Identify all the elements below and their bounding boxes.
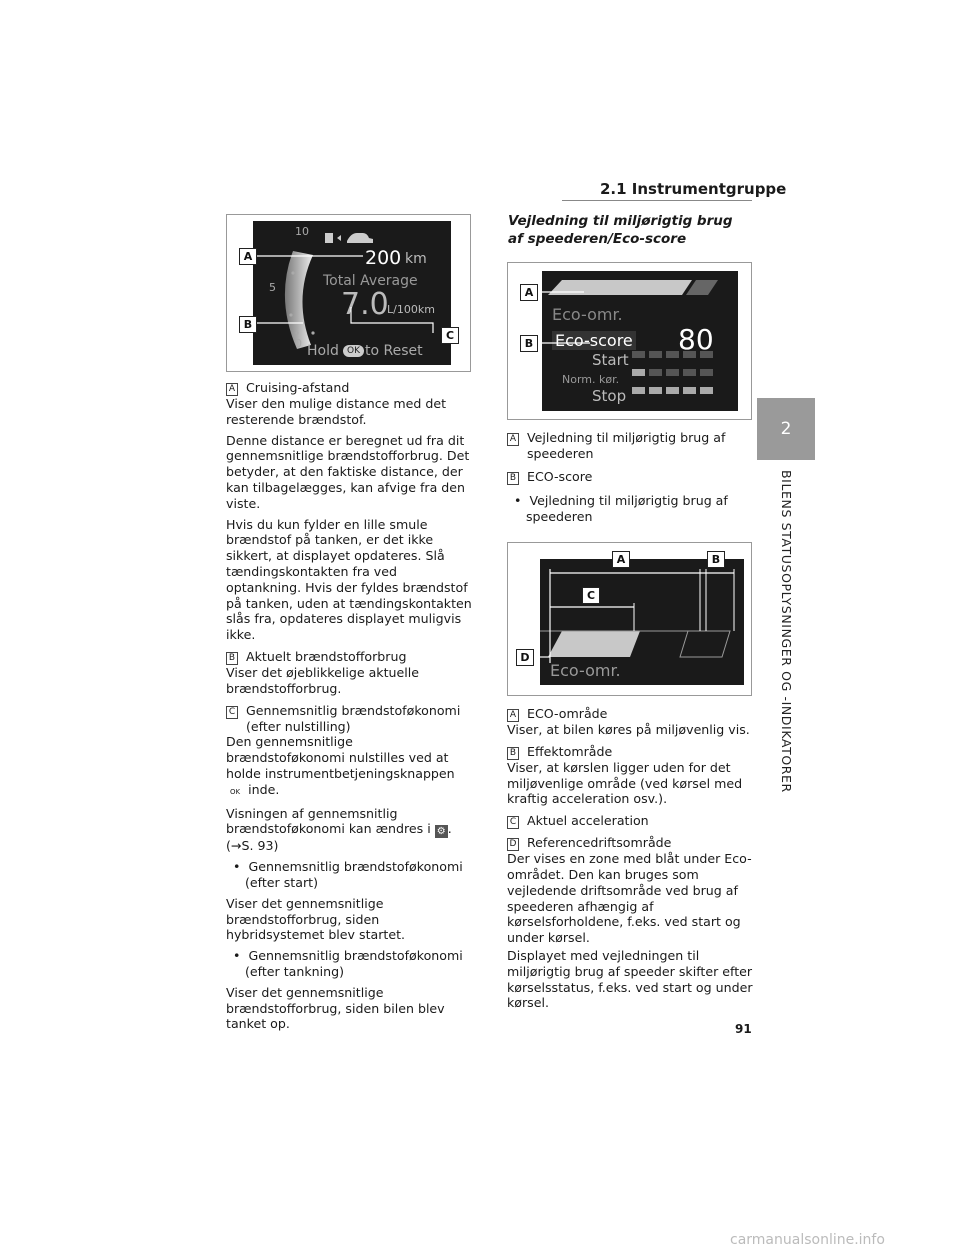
item-a-title-row bbox=[507, 430, 755, 462]
paragraph: Denne distance er beregnet ud fra dit gennemsnitlige brændstofforbrug. Det betyder, at den faktiske distance, der kan tilbagelægges, kan afvige fra den viste. bbox=[226, 432, 470, 511]
item-label: A bbox=[507, 433, 519, 446]
avg-value: 7.0 bbox=[341, 287, 389, 322]
item-label: A bbox=[507, 709, 519, 722]
paragraph: Viser det gennemsnitlige brændstofforbrug, siden hybridsystemet blev startet. bbox=[226, 895, 406, 943]
eco-omr-label: Eco-omr. bbox=[552, 305, 623, 324]
item-title: Referencedriftsområde bbox=[527, 835, 672, 851]
item-label: B bbox=[507, 747, 519, 760]
eco-omr-label: Eco-omr. bbox=[550, 661, 621, 680]
text: . bbox=[447, 821, 452, 837]
bullet-text: Gennemsnitlig brændstoføkonomi (efter tankning) bbox=[245, 948, 463, 979]
item-title: ECO-score bbox=[527, 468, 593, 484]
item-title: ECO-område bbox=[527, 706, 608, 721]
paragraph: Viser, at bilen køres på miljøvenlig vis. bbox=[507, 722, 750, 737]
item-title: Aktuel acceleration bbox=[527, 813, 649, 829]
chapter-title: BILENS STATUSOPLYSNINGER OG -INDIKATORER bbox=[779, 470, 794, 793]
item-b-title-row bbox=[507, 744, 755, 760]
paragraph: Displayet med vejledningen til miljørigtig brug af speeder skifter efter kørselsstatus, f.eks. ved start og under kørsel. bbox=[507, 947, 753, 1011]
item-b-title-row bbox=[226, 649, 474, 665]
fig2-callout-b: B bbox=[520, 335, 538, 352]
paragraph bbox=[226, 734, 474, 800]
item-label: B bbox=[226, 652, 238, 665]
paragraph: Hvis du kun fylder en lille smule brændstof på tanken, er det ikke sikkert, at displayet opdateres. Slå tændingskontakten fra ved optankning. Hvis der fyldes brændstof på tanken, uden at tændingskontakten slås fra, opdateres displayet muligvis ikke. bbox=[226, 516, 472, 643]
text: inde. bbox=[248, 781, 280, 797]
fig3-callout-c: C bbox=[582, 587, 600, 604]
paragraph: Viser det gennemsnitlige brændstofforbrug, siden bilen blev tanket op. bbox=[226, 984, 445, 1032]
page-number: 91 bbox=[735, 1022, 752, 1036]
ok-badge: OK bbox=[343, 345, 364, 357]
range-value: 200 bbox=[365, 247, 402, 269]
item-c-title-row bbox=[226, 703, 474, 735]
paragraph bbox=[226, 806, 474, 855]
hold-text: Hold bbox=[307, 343, 339, 359]
item-c-title-row bbox=[507, 813, 755, 829]
item-title: Effektområde bbox=[527, 743, 613, 759]
section-header: 2.1 Instrumentgruppe bbox=[600, 180, 787, 198]
paragraph: Viser den mulige distance med det resterende brændstof. bbox=[226, 396, 447, 427]
page-reference: (→S. 93) bbox=[226, 838, 279, 854]
stop-label: Stop bbox=[592, 387, 627, 405]
start-label: Start bbox=[592, 351, 629, 369]
bullet-text: Gennemsnitlig brændstoføkonomi (efter start) bbox=[245, 859, 463, 890]
item-label: C bbox=[507, 816, 519, 829]
item-title: Gennemsnitlig brændstoføkonomi (efter nulstilling) bbox=[246, 702, 461, 734]
fig3-callout-a: A bbox=[612, 551, 630, 568]
left-column bbox=[226, 380, 474, 1032]
bullet-item: • Gennemsnitlig brændstoføkonomi (efter start) bbox=[233, 859, 463, 890]
figure-fuel-display bbox=[226, 214, 471, 372]
item-title: Cruising-afstand bbox=[246, 380, 350, 395]
fig2-leader-lines bbox=[508, 263, 751, 419]
reset-text: to Reset bbox=[365, 343, 423, 359]
range-unit: km bbox=[405, 251, 427, 267]
eco-score-value: 80 bbox=[678, 323, 714, 356]
fig3-legend bbox=[507, 706, 755, 1011]
paragraph: Der vises en zone med blåt under Eco-området. Den kan bruges som vejledende driftsområde ved brug af speederen afhængig af kørselsforholdene, f.eks. ved start og under kørsel. bbox=[507, 851, 752, 946]
header-rule bbox=[562, 200, 752, 201]
gauge-tick-0: 0 bbox=[295, 337, 302, 350]
item-title: Vejledning til miljørigtig brug af speederen bbox=[527, 430, 726, 461]
fig1-callout-a: A bbox=[239, 248, 257, 265]
figure-eco-zone bbox=[507, 542, 752, 696]
item-label: A bbox=[226, 383, 238, 396]
fig3-callout-d: D bbox=[516, 649, 534, 666]
item-a-title-row bbox=[226, 380, 474, 396]
avg-unit: L/100km bbox=[387, 303, 435, 316]
fig1-leader-lines bbox=[227, 215, 470, 371]
item-a-title-row bbox=[507, 706, 755, 722]
item-label: B bbox=[507, 472, 519, 485]
chapter-tab: 2 bbox=[757, 398, 815, 460]
gauge-tick-10: 10 bbox=[295, 225, 309, 238]
watermark: carmanualsonline.info bbox=[730, 1232, 885, 1248]
item-d-title-row bbox=[507, 835, 755, 851]
avg-label: Total Average bbox=[323, 273, 418, 289]
bullet-item: • Gennemsnitlig brændstoføkonomi (efter tankning) bbox=[233, 948, 463, 979]
section-heading: Vejledning til miljørigtig brug af speederen/Eco-score bbox=[508, 213, 733, 247]
fig1-callout-c: C bbox=[441, 327, 459, 344]
settings-gear-icon: ⚙ bbox=[435, 825, 448, 838]
item-label: D bbox=[507, 838, 519, 851]
fig1-callout-b: B bbox=[239, 316, 257, 333]
item-label: C bbox=[226, 706, 238, 719]
item-title: Aktuelt brændstofforbrug bbox=[246, 648, 407, 664]
bullet-item: • Vejledning til miljørigtig brug af speederen bbox=[514, 492, 728, 524]
figure-eco-score bbox=[507, 262, 752, 420]
fig3-callout-b: B bbox=[707, 551, 725, 568]
fig2-callout-a: A bbox=[520, 284, 538, 301]
bullet-text: Vejledning til miljørigtig brug af speederen bbox=[526, 492, 728, 524]
text: Visningen af gennemsnitlig brændstoføkonomi kan ændres i bbox=[226, 805, 431, 837]
paragraph: Viser, at kørslen ligger uden for det miljøvenlige område (ved kørsel med kraftig acceleration osv.). bbox=[507, 759, 743, 807]
norm-label: Norm. kør. bbox=[562, 373, 620, 386]
fig2-legend bbox=[507, 430, 755, 524]
chapter-title-vertical bbox=[757, 470, 815, 800]
paragraph: Viser det øjeblikkelige aktuelle brændstofforbrug. bbox=[226, 664, 420, 696]
ok-button-icon: OK bbox=[230, 787, 241, 796]
item-b-title-row bbox=[507, 469, 755, 485]
eco-score-label: Eco-score bbox=[552, 331, 636, 350]
gauge-tick-5: 5 bbox=[269, 281, 276, 294]
text: Den gennemsnitlige brændstoføkonomi nulstilles ved at holde instrumentbetjeningsknappen bbox=[226, 734, 455, 781]
